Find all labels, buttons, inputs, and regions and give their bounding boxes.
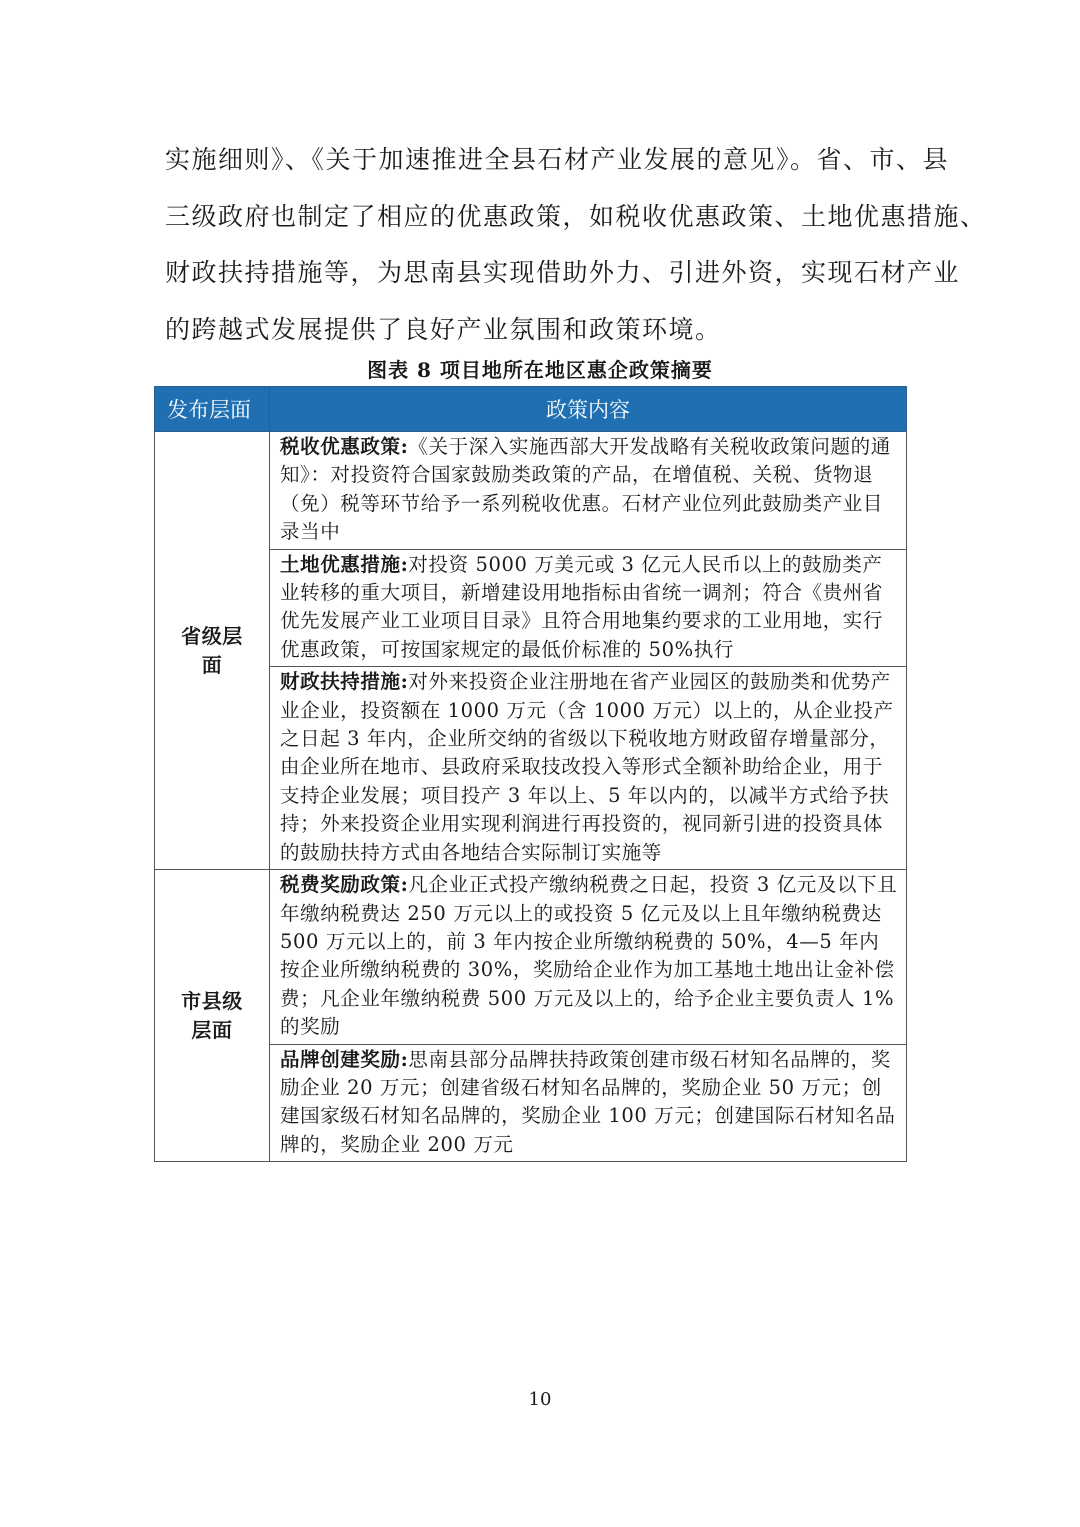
header-level: 发布层面 [155, 387, 270, 432]
policy-text: 凡企业正式投产缴纳税费之日起，投资 3 亿元及以下且年缴纳税费达 250 万元以上的或投资 5 亿元及以上且年缴纳税费达 500 万元以上的，前 3 年内按企业所缴纳税费的 50%，4—5 年内按企业所缴纳税费的 30%，奖励给企业作为加工基地土地出让金补偿费；凡企业年缴纳税费 500 万元及以上的，给予企业主要负责人 1%的奖励 [280, 873, 898, 1039]
policy-title: 税收优惠政策: [280, 435, 409, 458]
intro-line: 实施细则》、《关于加速推进全县石材产业发展的意见》。省、市、县 [165, 145, 950, 174]
policy-title: 品牌创建奖励: [280, 1047, 409, 1071]
policy-title: 税费奖励政策: [280, 873, 409, 897]
page-number: 10 [528, 1389, 552, 1410]
intro-line: 的跨越式发展提供了良好产业氛围和政策环境。 [165, 314, 722, 344]
level-provincial: 省级层面 [155, 432, 270, 870]
policy-text: 思南县部分品牌扶持政策创建市级石材知名品牌的，奖励企业 20 万元；创建省级石材知名品牌的，奖励企业 50 万元；创建国家级石材知名品牌的，奖励企业 100 万元；创建国际石材知名品牌的，奖励企业 200 万元 [280, 1047, 896, 1156]
policy-table [154, 386, 907, 1162]
policy-cell [270, 549, 907, 667]
table-header [155, 387, 907, 432]
intro-paragraph [165, 132, 987, 358]
intro-line: 三级政府也制定了相应的优惠政策，如税收优惠政策、土地优惠措施、 [165, 201, 987, 231]
policy-text: 《关于深入实施西部大开发战略有关税收政策问题的通知》：对投资符合国家鼓励类政策的产品，在增值税、关税、货物退（免）税等环节给予一系列税收优惠。石材产业位列此鼓励类产业目录当中 [280, 435, 891, 544]
level-city-county: 市县级层面 [155, 870, 270, 1162]
policy-cell [270, 1044, 907, 1162]
policy-text: 对外来投资企业注册地在省产业园区的鼓励类和优势产业企业，投资额在 1000 万元（含 1000 万元）以上的，从企业投产之日起 3 年内，企业所交纳的省级以下税收地方财政留存增量部分，由企业所在地市、县政府采取技改投入等形式全额补助给企业，用于支持企业发展；项目投产 3 年以上、5 年以内的，以减半方式给予扶持；外来投资企业用实现利润进行再投资的，视同新引进的投资具体的鼓励扶持方式由各地结合实际制订实施等 [280, 670, 894, 864]
policy-text: 对投资 5000 万美元或 3 亿元人民币以上的鼓励类产业转移的重大项目，新增建设用地指标由省统一调剂；符合《贵州省优先发展产业工业项目目录》且符合用地集约要求的工业用地，实行优惠政策，可按国家规定的最低价标准的 50%执行 [280, 552, 884, 661]
policy-cell [270, 667, 907, 870]
table-caption: 图表 8 项目地所在地区惠企政策摘要 [367, 358, 713, 382]
table-row [155, 432, 907, 550]
policy-cell [270, 432, 907, 550]
policy-cell [270, 870, 907, 1044]
table-header-row [155, 387, 907, 432]
intro-line: 财政扶持措施等，为思南县实现借助外力、引进外资，实现石材产业 [165, 258, 961, 287]
header-content: 政策内容 [270, 387, 907, 432]
policy-title: 财政扶持措施: [280, 670, 409, 694]
policy-title: 土地优惠措施: [280, 552, 409, 576]
table-row [155, 870, 907, 1044]
